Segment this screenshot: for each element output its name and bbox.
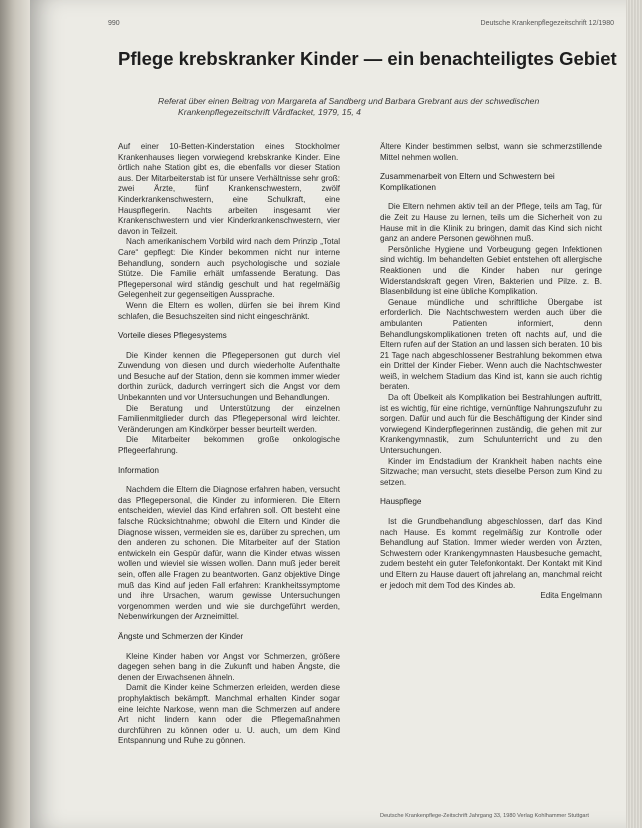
paragraph: Damit die Kinder keine Schmerzen erleiden, werden diese prophylaktisch bekämpft. Manchmal erhalten Kinder sogar eine leichte Narkose, wenn man die Schmerzen auf andere Art nicht lindern kann oder die Pflegemaßnahmen durchführen zu können oder u. U. auch, um dem Kind Entspannung und Ruhe zu gönnen. <box>118 683 340 746</box>
paragraph: Die Mitarbeiter bekommen große onkologische Pflegeerfahrung. <box>118 435 340 456</box>
paragraph: Kinder im Endstadium der Krankheit haben nachts eine Sitzwache; man versucht, stets dieselbe Person zum Kind zu setzen. <box>380 456 602 487</box>
paragraph: Kleine Kinder haben vor Angst vor Schmerzen, größere dagegen sehen bang in die Zukunft und haben Ängste, die denen der Erwachsenen ähneln. <box>118 651 340 682</box>
paragraph: Da oft Übelkeit als Komplikation bei Bestrahlungen auftritt, ist es wichtig, für eine richtige, vernünftige Nahrungszufuhr zu sorgen. Dafür und auch für die Beschäftigung der Kinder sind vorwiegend Kinderpflegerinnen zuständig, die gehen mit zur Krankengymnastik, zum Schulunterricht und zu den Untersuchungen. <box>380 393 602 456</box>
book-gutter <box>0 0 30 828</box>
article-subtitle <box>158 96 628 118</box>
right-column <box>380 142 602 602</box>
paragraph: Ist die Grundbehandlung abgeschlossen, darf das Kind nach Hause. Es kommt regelmäßig zur Kontrolle oder Behandlung auf Station. Immer wieder werden von Ärzten, Schwestern oder Krankengymnasten Hausbesuche gemacht, zudem besteht ein guter Telefonkontakt. Der Kontakt mit Kind und Eltern zu Hause dauert oft jahrelang an, manchmal reicht er jedoch mit dem Tod des Kindes ab. <box>380 517 602 590</box>
paragraph: Genaue mündliche und schriftliche Übergabe ist erforderlich. Die Nachtschwestern werden auch über die ambulanten Patienten informiert, denn Behandlungskomplikationen treten oft nachts auf, und die Eltern rufen auf der Station an und lassen sich beraten. 10 bis 21 Tage nach abgeschlossener Bestrahlung bekommen etwa ein Drittel der Kinder Fieber. Wenn auch die Nachtschwester weiß, in welchem Stadium das Kind ist, kann sie auch richtig beraten. <box>380 297 602 392</box>
author-signature: Edita Engelmann <box>540 591 602 601</box>
section-heading: Information <box>118 465 159 475</box>
section-heading: Vorteile dieses Pflegesystems <box>118 331 227 341</box>
page-edge <box>626 0 642 828</box>
paragraph: Die Eltern nehmen aktiv teil an der Pflege, teils am Tag, für die Zeit zu Hause zu lernen, teils um die Sicherheit von zu Hause mit in die Klinik zu bringen, damit das Kind sich nicht ganz an andere Personen gewöhnen muß. <box>380 202 602 244</box>
section-heading: Zusammenarbeit von Eltern und Schwestern bei Komplikationen <box>380 172 555 192</box>
paragraph: Die Kinder kennen die Pflegepersonen gut durch viel Zuwendung von diesen und durch wiederholte Aufenthalte und Besuche auf der Station, denn sie kommen immer wieder dorthin zurück, dadurch verringert sich die Angst vor dem Unbekannten und vor Untersuchungen und Behandlungen. <box>118 350 340 403</box>
section-heading: Ängste und Schmerzen der Kinder <box>118 631 244 641</box>
paragraph: Nachdem die Eltern die Diagnose erfahren haben, versucht das Pflegepersonal, die Kinder zu informieren. Die Eltern entscheiden, wieviel das Kind erfahren soll. Oft besteht eine falsche Rücksichtnahme; obwohl die Eltern und Kinder die Diagnose wissen, vermeiden sie es, darüber zu sprechen, um den anderen zu schonen. Die Mitarbeiter auf der Station entwickeln ein Gespür dafür, wann die Kinder etwas wissen wollen und wieviel sie wissen wollen. Dann muß jeder bereit sein, offen alle Fragen zu beantworten. Ganz objektive Dinge muß das Kind auf jeden Fall erfahren: Krankheitssymptome und ihre Ursachen, warum gewisse Untersuchungen vorgenommen werden und wie sie durchgeführt werden, Nebenwirkungen der Arzneimittel. <box>118 485 340 622</box>
subtitle-line-2: Krankenpflegezeitschrift Vårdfacket, 1979, 15, 4 <box>178 107 361 117</box>
paragraph: Nach amerikanischem Vorbild wird nach dem Prinzip „Total Care“ gepflegt: Die Kinder bekommen nicht nur interne Behandlung, sondern auch psychologische und soziale Stütze. Die Familie erhält umfassende Beratung. Das Pflegepersonal wird ständig geschult und hat regelmäßig Gelegenheit zur gegenseitigen Aussprache. <box>118 237 340 300</box>
page-footer: Deutsche Krankenpflege-Zeitschrift Jahrgang 33, 1980 Verlag Kohlhammer Stuttgart <box>380 813 589 819</box>
left-column <box>118 142 340 747</box>
paragraph: Ältere Kinder bestimmen selbst, wann sie schmerzstillende Mittel nehmen wollen. <box>380 142 602 162</box>
paragraph: Persönliche Hygiene und Vorbeugung gegen Infektionen sind wichtig. Im behandelten Gebiet entstehen oft allergische Reaktionen und die Kinder haben nur geringe Widerstandskraft gegen Viren, Bakterien und Pilze. z. B. Blasenbildung ist eine übliche Komplikation. <box>380 244 602 297</box>
paragraph: Wenn die Eltern es wollen, dürfen sie bei ihrem Kind schlafen, die Besuchszeiten sind nicht eingeschränkt. <box>118 300 340 321</box>
subtitle-line-1: Referat über einen Beitrag von Margareta af Sandberg und Barbara Grebrant aus der schwedischen <box>158 96 540 106</box>
article-title: Pflege krebskranker Kinder — ein benachteiligtes Gebiet <box>118 48 617 69</box>
running-head: Deutsche Krankenpflegezeitschrift 12/1980 <box>480 20 614 27</box>
paragraph: Die Beratung und Unterstützung der einzelnen Familienmitglieder durch das Pflegepersonal wird leichter. Veränderungen am Kindkörper besser beurteilt werden. <box>118 403 340 434</box>
section-heading: Hauspflege <box>380 497 422 507</box>
page-number: 990 <box>108 20 120 27</box>
paragraph: Auf einer 10-Betten-Kinderstation eines Stockholmer Krankenhauses liegen vorwiegend krebskranke Kinder. Eine örtlich nahe Station gibt es, die ebenfalls vor dieser Station aus. Der Mitarbeiterstab ist für unsere Verhältnisse sehr groß: zwei Ärzte, fünf Krankenschwestern, zwölf Kinderkrankenschwestern, eine Schulkraft, eine Hauspflegerin. Nachts arbeiten insgesamt vier Krankenschwestern und vier Kinderkrankenschwestern, vier davon in Teilzeit. <box>118 142 340 236</box>
